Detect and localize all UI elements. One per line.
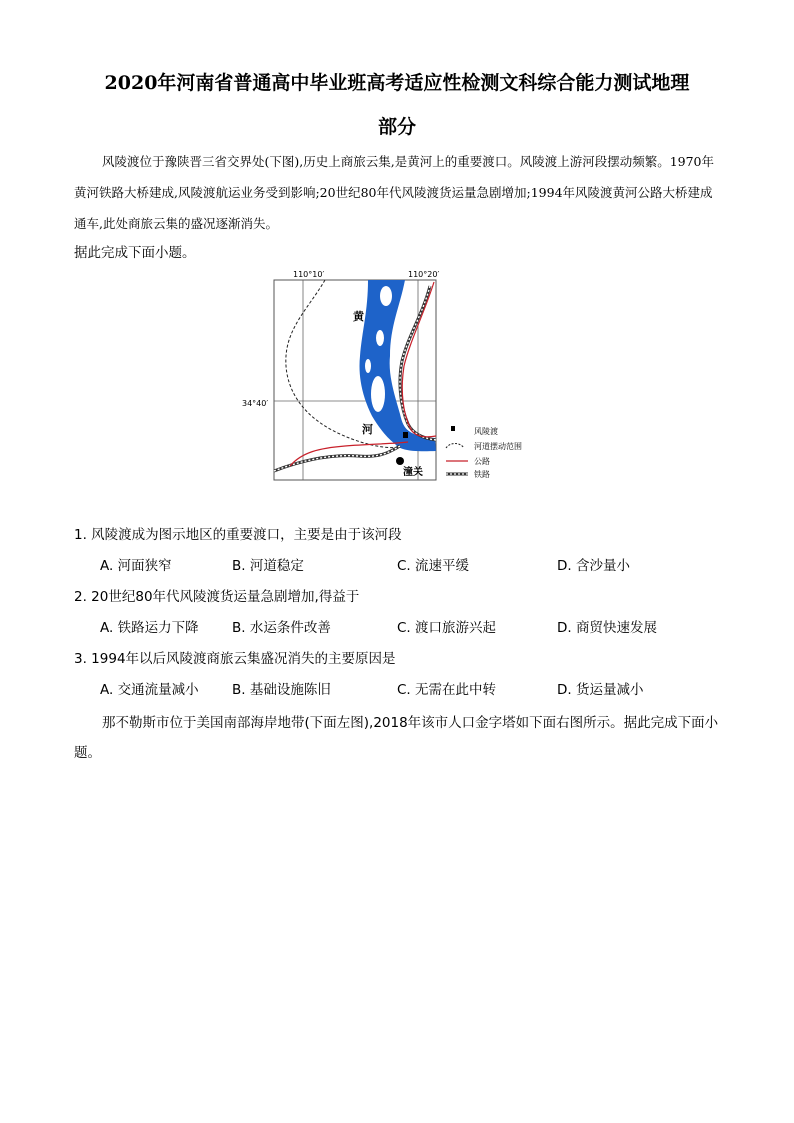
option-b: B. 水运条件改善 xyxy=(232,620,331,636)
sandbar xyxy=(365,359,371,373)
instruction-text: 据此完成下面小题。 xyxy=(74,245,196,261)
sandbar xyxy=(371,376,385,412)
option-d: D. 货运量减小 xyxy=(557,682,644,698)
page-title-line2: 部分 xyxy=(377,116,416,138)
legend-railway: 铁路 xyxy=(474,470,490,479)
option-a: A. 河面狭窄 xyxy=(100,558,172,574)
map-legend xyxy=(446,426,522,479)
dashed-curve-icon xyxy=(446,444,464,449)
option-c: C. 渡口旅游兴起 xyxy=(397,620,497,636)
lon-label-west: 110°10′ xyxy=(293,270,325,279)
lat-label: 34°40′ xyxy=(242,399,269,408)
option-c: C. 流速平缓 xyxy=(397,558,470,574)
intro-paragraph: 风陵渡位于豫陕晋三省交界处(下图),历史上商旅云集,是黄河上的重要渡口。风陵渡上游河段摆动频繁。1970年黄河铁路大桥建成,风陵渡航运业务受到影响;20世纪80年代风陵渡货运量急剧增加;1994年风陵渡黄河公路大桥建成通车,此处商旅云集的盛况逐渐消失。 xyxy=(74,154,715,231)
option-b: B. 基础设施陈旧 xyxy=(232,682,331,698)
option-a: A. 铁路运力下降 xyxy=(100,620,199,636)
option-d: D. 含沙量小 xyxy=(557,558,630,574)
option-c: C. 无需在此中转 xyxy=(397,682,497,698)
legend-road: 公路 xyxy=(474,457,490,466)
sandbar xyxy=(376,330,384,346)
question-2-stem: 2. 20世纪80年代风陵渡货运量急剧增加,得益于 xyxy=(74,589,360,605)
fenglingdu-map xyxy=(240,266,540,488)
legend-ferry: 风陵渡 xyxy=(474,427,498,436)
ferry-square-icon xyxy=(451,426,455,431)
sandbar xyxy=(380,286,392,306)
question-1-stem: 1. 风陵渡成为图示地区的重要渡口，主要是由于该河段 xyxy=(74,527,402,543)
ferry-marker-icon xyxy=(403,432,408,438)
option-a: A. 交通流量减小 xyxy=(100,682,199,698)
option-b: B. 河道稳定 xyxy=(232,558,304,574)
question-3-stem: 3. 1994年以后风陵渡商旅云集盛况消失的主要原因是 xyxy=(74,651,396,667)
option-d: D. 商贸快速发展 xyxy=(557,620,657,636)
river-char-he: 河 xyxy=(362,423,373,436)
followup-paragraph: 那不勒斯市位于美国南部海岸地带(下面左图),2018年该市人口金字塔如下面右图所示。据此完成下面小题。 xyxy=(74,715,719,761)
tongguan-city-icon xyxy=(396,457,404,465)
river-char-huang: 黄 xyxy=(353,310,364,323)
page-title: 2020年河南省普通高中毕业班高考适应性检测文科综合能力测试地理 xyxy=(104,72,690,94)
legend-meander: 河道摆动范围 xyxy=(474,442,522,451)
lon-label-east: 110°20′ xyxy=(408,270,440,279)
city-label: 潼关 xyxy=(403,467,423,478)
